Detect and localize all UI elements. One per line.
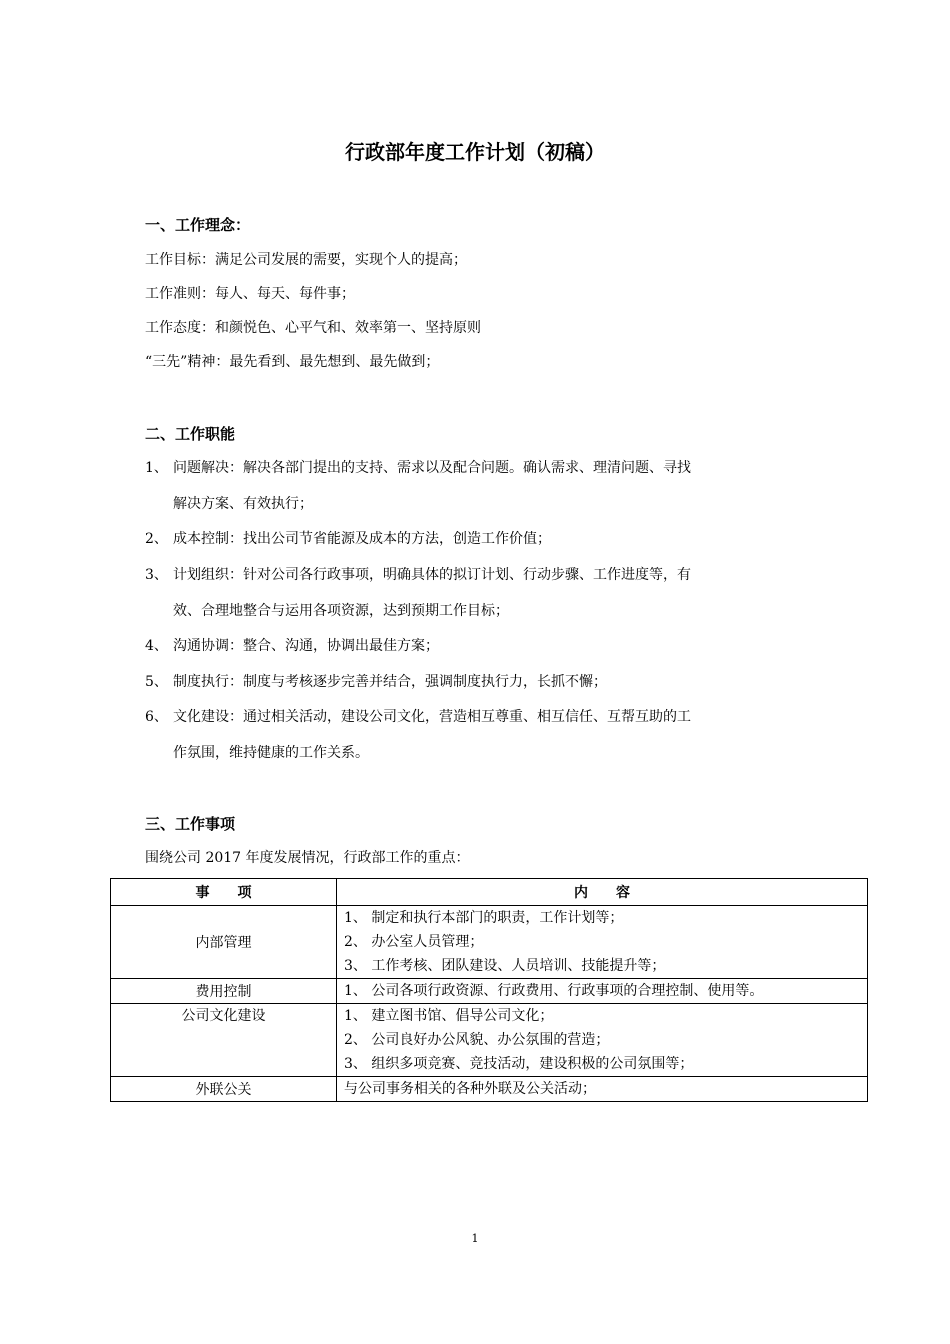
function-item-text: 问题解决：解决各部门提出的支持、需求以及配合问题。确认需求、理清问题、寻找 xyxy=(173,460,691,476)
function-item-text: 制度执行：制度与考核逐步完善并结合，强调制度执行力，长抓不懈； xyxy=(173,674,607,690)
table-row xyxy=(111,1004,868,1077)
function-item-text: 计划组织：针对公司各行政事项，明确具体的拟订计划、行动步骤、工作进度等，有 xyxy=(173,567,691,583)
function-item-number: 6、 xyxy=(145,709,168,725)
content-line: 1、 制定和执行本部门的职责，工作计划等； xyxy=(344,910,624,926)
function-item-text: 效、合理地整合与运用各项资源，达到预期工作目标； xyxy=(173,603,509,619)
table-cell-content xyxy=(337,1004,868,1077)
section1-heading: 一、工作理念： xyxy=(145,216,251,234)
table-cell-content xyxy=(337,979,868,1004)
function-item-number: 3、 xyxy=(145,567,168,583)
table-cell-item: 费用控制 xyxy=(111,979,337,1004)
function-item-text: 作氛围，维持健康的工作关系。 xyxy=(173,745,369,761)
content-line: 3、 工作考核、团队建设、人员培训、技能提升等； xyxy=(344,958,666,974)
function-item-text: 沟通协调：整合、沟通，协调出最佳方案； xyxy=(173,638,439,654)
table-header-item: 事 项 xyxy=(111,879,337,906)
function-item-number: 4、 xyxy=(145,638,168,654)
function-item-number: 5、 xyxy=(145,674,168,690)
table-cell-content xyxy=(337,1077,868,1102)
document-title: 行政部年度工作计划（初稿） xyxy=(345,140,605,164)
function-item-number: 1、 xyxy=(145,460,168,476)
content-line: 1、 建立图书馆、倡导公司文化； xyxy=(344,1008,554,1024)
function-item-number: 2、 xyxy=(145,531,168,547)
function-item-text: 成本控制：找出公司节省能源及成本的方法，创造工作价值； xyxy=(173,531,551,547)
content-line: 与公司事务相关的各种外联及公关活动； xyxy=(344,1081,596,1097)
section1-line-rule: 工作准则：每人、每天、每件事； xyxy=(145,286,355,302)
table-header-row xyxy=(111,879,868,906)
table-cell-content xyxy=(337,906,868,979)
content-line: 2、 公司良好办公风貌、办公氛围的营造； xyxy=(344,1032,610,1048)
section3-intro: 围绕公司 2017 年度发展情况，行政部工作的重点： xyxy=(145,850,470,866)
table-header-content: 内 容 xyxy=(337,879,868,906)
function-item-text: 解决方案、有效执行； xyxy=(173,496,313,512)
section3-heading: 三、工作事项 xyxy=(145,815,236,833)
section2-heading: 二、工作职能 xyxy=(145,425,236,443)
content-line: 1、 公司各项行政资源、行政费用、行政事项的合理控制、使用等。 xyxy=(344,983,764,999)
section1-line-goal: 工作目标：满足公司发展的需要，实现个人的提高； xyxy=(145,252,467,268)
content-line: 2、 办公室人员管理； xyxy=(344,934,484,950)
section1-line-attitude: 工作态度：和颜悦色、心平气和、效率第一、坚持原则 xyxy=(145,320,481,336)
table-row xyxy=(111,979,868,1004)
page-number: 1 xyxy=(471,1232,479,1245)
section1-line-spirit: “三先”精神：最先看到、最先想到、最先做到； xyxy=(145,354,440,370)
table-row xyxy=(111,906,868,979)
work-items-table xyxy=(110,878,868,1102)
function-item-text: 文化建设：通过相关活动，建设公司文化，营造相互尊重、相互信任、互帮互助的工 xyxy=(173,709,691,725)
table-row xyxy=(111,1077,868,1102)
table-cell-item: 外联公关 xyxy=(111,1077,337,1102)
table-cell-item-label: 公司文化建设 xyxy=(181,1008,266,1024)
content-line: 3、 组织多项竞赛、竞技活动，建设积极的公司氛围等； xyxy=(344,1056,694,1072)
table-cell-item xyxy=(111,1004,337,1077)
table-cell-item: 内部管理 xyxy=(111,906,337,979)
